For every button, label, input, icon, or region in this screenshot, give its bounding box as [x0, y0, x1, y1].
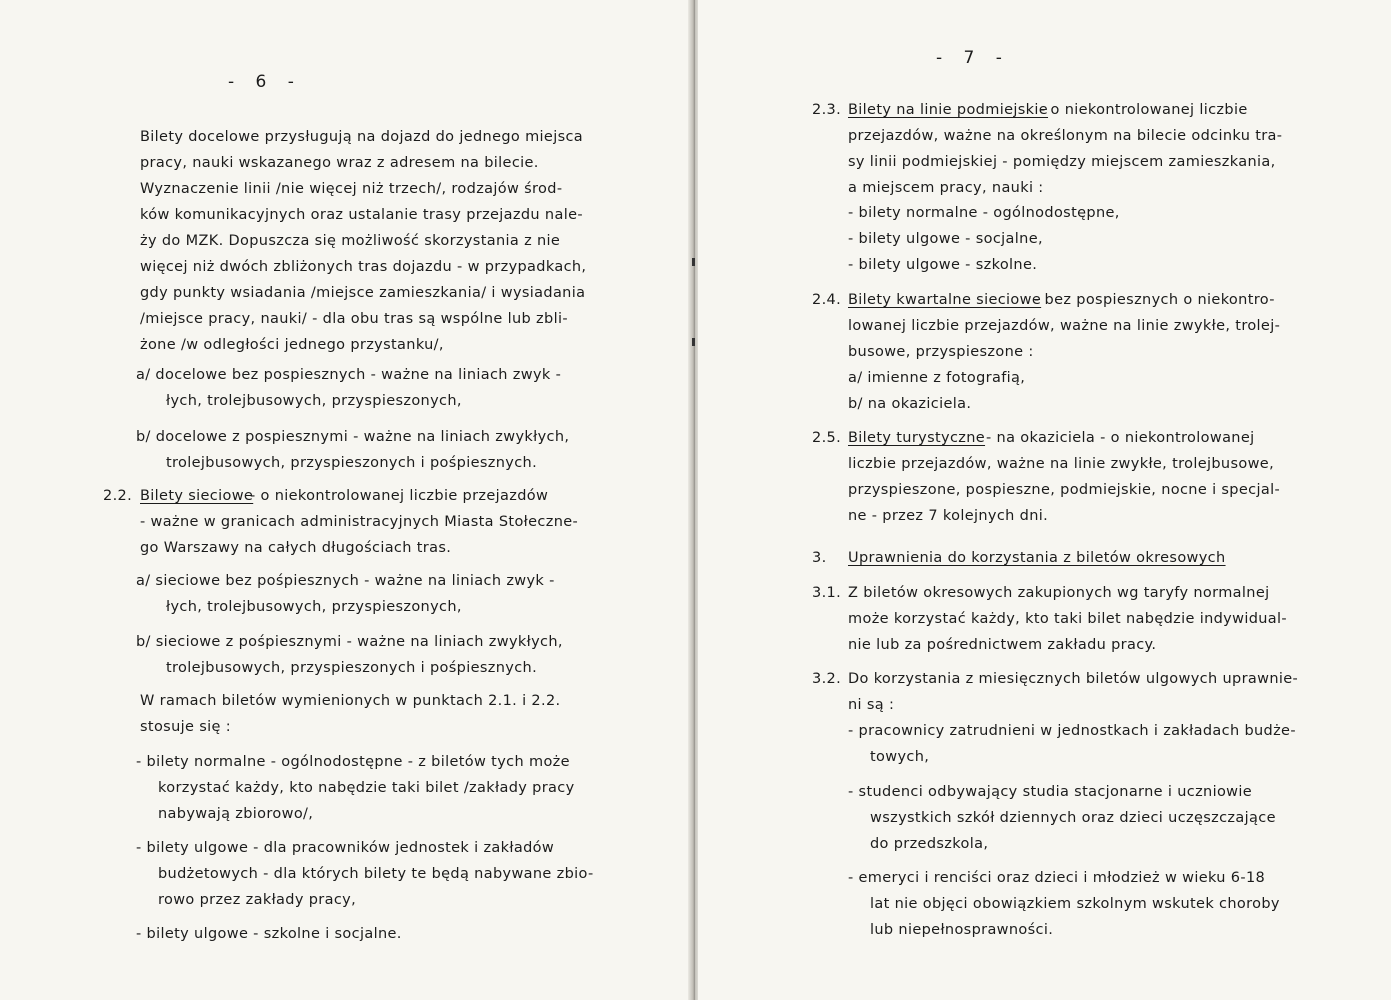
text-line: lowanej liczbie przejazdów, ważne na linie zwykłe, trolej- [848, 318, 1281, 334]
text-line: Do korzystania z miesięcznych biletów ulgowych uprawnie- [848, 671, 1299, 687]
right-page [698, 0, 1391, 1000]
text-line: żone /w odległości jednego przystanku/, [140, 337, 444, 353]
text-line: go Warszawy na całych długościach tras. [140, 540, 452, 556]
list-item: a/ sieciowe bez pośpiesznych - ważne na liniach zwyk - [136, 573, 555, 589]
text-line: ków komunikacyjnych oraz ustalanie trasy przejazdu nale- [140, 207, 583, 223]
list-item: - bilety normalne - ogólnodostępne, [848, 205, 1120, 221]
list-item: - bilety ulgowe - socjalne, [848, 231, 1043, 247]
text-line: budżetowych - dla których bilety te będą nabywane zbio- [158, 866, 594, 882]
list-item: - bilety ulgowe - szkolne. [848, 257, 1038, 273]
list-item: - pracownicy zatrudnieni w jednostkach i zakładach budże- [848, 723, 1296, 739]
list-item: - bilety ulgowe - szkolne i socjalne. [136, 926, 402, 942]
text-line: ne - przez 7 kolejnych dni. [848, 508, 1049, 524]
section-heading: Bilety sieciowe [140, 488, 254, 504]
text-line: /miejsce pracy, nauki/ - dla obu tras są wspólne lub zbli- [140, 311, 568, 327]
list-item: - studenci odbywający studia stacjonarne i uczniowie [848, 784, 1253, 800]
section-number: 3. [812, 550, 827, 566]
text-line: pracy, nauki wskazanego wraz z adresem na bilecie. [140, 155, 539, 171]
text-line: nie lub za pośrednictwem zakładu pracy. [848, 637, 1157, 653]
page-number: - 6 - [228, 72, 302, 92]
section-number: 3.1. [812, 585, 842, 601]
section-number: 2.4. [812, 292, 842, 308]
text-line: wszystkich szkół dziennych oraz dzieci uczęszczające [870, 810, 1276, 826]
section-number: 2.5. [812, 430, 842, 446]
text-line: ży do MZK. Dopuszcza się możliwość skorzystania z nie [140, 233, 561, 249]
section-number: 2.3. [812, 102, 842, 118]
list-item: b/ docelowe z pospiesznymi - ważne na liniach zwykłych, [136, 429, 570, 445]
text-line: ni są : [848, 697, 895, 713]
text-line: lat nie objęci obowiązkiem szkolnym wskutek choroby [870, 896, 1280, 912]
text-line: - bez pospiesznych o niekontro- [1034, 292, 1275, 308]
text-line: liczbie przejazdów, ważne na linie zwykłe, trolejbusowe, [848, 456, 1275, 472]
text-line: łych, trolejbusowych, przyspieszonych, [166, 599, 462, 615]
text-line: busowe, przyspieszone : [848, 344, 1034, 360]
text-line: W ramach biletów wymienionych w punktach 2.1. i 2.2. [140, 693, 561, 709]
text-line: towych, [870, 749, 930, 765]
list-item: - emeryci i renciści oraz dzieci i młodzież w wieku 6-18 [848, 870, 1266, 886]
text-line: łych, trolejbusowych, przyspieszonych, [166, 393, 462, 409]
binding-mark [692, 338, 695, 346]
text-line: trolejbusowych, przyspieszonych i pośpiesznych. [166, 660, 538, 676]
left-page [0, 0, 690, 1000]
text-line: - na okaziciela - o niekontrolowanej [986, 430, 1255, 446]
section-heading: Bilety kwartalne sieciowe [848, 292, 1042, 308]
section-heading: Uprawnienia do korzystania z biletów okresowych [848, 550, 1226, 566]
text-line: - o niekontrolowanej liczbie [1040, 102, 1248, 118]
text-line: korzystać każdy, kto nabędzie taki bilet /zakłady pracy [158, 780, 575, 796]
text-line: sy linii podmiejskiej - pomiędzy miejscem zamieszkania, [848, 154, 1276, 170]
text-line: gdy punkty wsiadania /miejsce zamieszkania/ i wysiadania [140, 285, 586, 301]
section-heading: Bilety turystyczne [848, 430, 986, 446]
text-line: Z biletów okresowych zakupionych wg taryfy normalnej [848, 585, 1270, 601]
text-line: stosuje się : [140, 719, 231, 735]
list-item: - bilety ulgowe - dla pracowników jednostek i zakładów [136, 840, 555, 856]
section-heading: Bilety na linie podmiejskie [848, 102, 1049, 118]
text-line: Bilety docelowe przysługują na dojazd do jednego miejsca [140, 129, 584, 145]
list-item: - bilety normalne - ogólnodostępne - z biletów tych może [136, 754, 570, 770]
text-line: a miejscem pracy, nauki : [848, 180, 1044, 196]
text-line: przyspieszone, pospieszne, podmiejskie, nocne i specjal- [848, 482, 1281, 498]
text-line: - ważne w granicach administracyjnych Miasta Stołeczne- [140, 514, 579, 530]
list-item: b/ na okaziciela. [848, 396, 972, 412]
text-line: nabywają zbiorowo/, [158, 806, 314, 822]
binding-mark [692, 258, 695, 266]
text-line: do przedszkola, [870, 836, 989, 852]
section-number: 2.2. [103, 488, 133, 504]
list-item: a/ imienne z fotografią, [848, 370, 1026, 386]
text-line: może korzystać każdy, kto taki bilet nabędzie indywidual- [848, 611, 1287, 627]
section-number: 3.2. [812, 671, 842, 687]
list-item: a/ docelowe bez pospiesznych - ważne na liniach zwyk - [136, 367, 562, 383]
text-line: rowo przez zakłady pracy, [158, 892, 357, 908]
page-number: - 7 - [936, 48, 1010, 68]
text-line: - o niekontrolowanej liczbie przejazdów [250, 488, 549, 504]
text-line: Wyznaczenie linii /nie więcej niż trzech/, rodzajów środ- [140, 181, 563, 197]
list-item: b/ sieciowe z pośpiesznymi - ważne na liniach zwykłych, [136, 634, 563, 650]
text-line: więcej niż dwóch zbliżonych tras dojazdu - w przypadkach, [140, 259, 587, 275]
text-line: trolejbusowych, przyspieszonych i pośpiesznych. [166, 455, 538, 471]
text-line: przejazdów, ważne na określonym na bilecie odcinku tra- [848, 128, 1283, 144]
text-line: lub niepełnosprawności. [870, 922, 1054, 938]
